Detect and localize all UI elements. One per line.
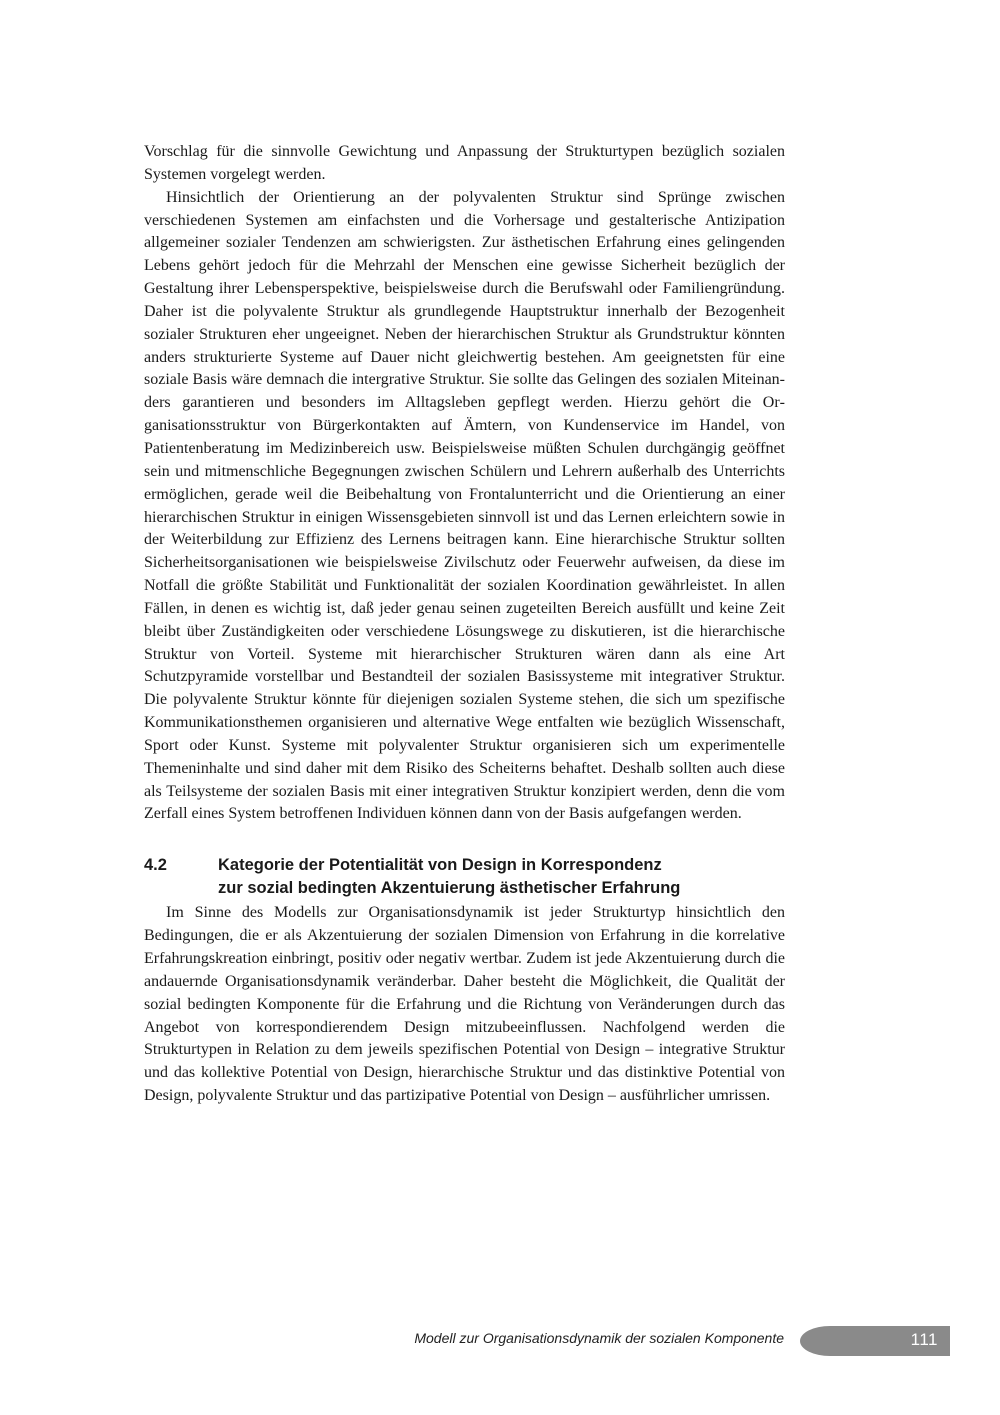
page-number: 111 bbox=[910, 1330, 938, 1349]
section-paragraph: Im Sinne des Modells zur Organisationsdynamik ist jeder Strukturtyp hinsichtlich den Bedingungen, die er als Akzentuierung der sozialen Dimension von Erfahrung in die korrelative Erfahrungskreation einbringt, positiv oder negativ wertbar. Zudem ist jede Akzentuierung durch die andauernde Organisationsdynamik veränderbar. Daher besteht die Möglichkeit, die Qualität der sozial bedingten Komponente für die Erfahrung und die Richtung von Veränderungen durch das Angebot von korrespondierendem Design mitzubeeinflussen. Nachfolgend werden die Strukturtypen in Relation zu dem jeweils spezifischen Potential von Design – integrative Struktur und das kollektive Potential von Design, hierarchische Struktur und das distinktive Potential von Design, polyvalente Struktur und das partizipative Potential von Design – ausführlicher umrissen. bbox=[144, 904, 785, 1105]
section-title bbox=[218, 854, 785, 900]
running-footer-title: Modell zur Organisationsdynamik der sozialen Komponente bbox=[414, 1330, 784, 1346]
page-number-tab bbox=[800, 1326, 950, 1356]
body-paragraph-2: Hinsichtlich der Orientierung an der polyvalenten Struktur sind Sprünge zwischen verschiedenen Systemen am einfachsten und die Vorhersage und gestalterische Antizipation allgemeiner sozialer Tendenzen am schwierigsten. Zur ästhetischen Erfahrung eines gelingenden Lebens gehört jedoch für die Mehrzahl der Menschen eine gewisse Sicherheit bezüglich der Gestaltung ihrer Lebensperspektive, beispielsweise durch die Berufswahl oder Familiengründung. Daher ist die polyvalente Struktur als grundlegende Hauptstruktur innerhalb der Bezogenheit sozialer Strukturen eher ungeeignet. Neben der hierarchischen Struktur als Grundstruktur könnten anders strukturierte Systeme auf Dauer nicht gleichwertig bestehen. Am geeignetsten für eine soziale Basis wäre demnach die intergrative Struktur. Sie sollte das Gelingen des sozialen Miteinanders garantieren und besonders im Alltagsleben gepflegt werden. Hierzu gehört die Organisationsstruktur von Bürgerkontakten auf Ämtern, von Kundenservice im Handel, von Patientenberatung im Medizinbereich usw. Beispielsweise müßten Schulen durchgängig geöffnet sein und mitmenschliche Begegnungen zwischen Schülern und Lehrern außerhalb des Unterrichts ermöglichen, gerade weil die Beibehaltung von Frontalunterricht und die Orientierung an einer hierarchischen Struktur in einigen Wissensgebieten sinnvoll ist und das Lernen erleichtern sowie in der Weiterbildung zur Effizienz des Lernens beitragen kann. Eine hierarchische Struktur sollten Sicherheitsorganisationen wie beispielsweise Zivilschutz oder Feuerwehr aufweisen, da diese im Notfall die größte Stabilität und Funktionalität der sozialen Koordination gewährleistet. In allen Fällen, in denen es wichtig ist, daß jeder genau seinen zugeteilten Bereich ausfüllt und keine Zeit bleibt über Zuständigkeiten oder verschiedene Lösungswege zu diskutieren, ist die hierarchische Struktur von Vorteil. Systeme mit hierarchischer Strukturen wären dann als eine Art Schutzpyramide vorstellbar und Bestandteil der sozialen Basissysteme mit integrativer Struktur. Die polyvalente Struktur könnte für diejenigen sozialen Systeme stehen, die sich um spezifische Kommunikationsthemen organisieren und alternative Wege entfalten wie bezüglich Wissenschaft, Sport oder Kunst. Systeme mit polyvalenter Struktur organisieren sich um experimentelle Themeninhalte und sind daher mit dem Risiko des Scheiterns behaftet. Deshalb sollten auch diese als Teilsysteme der sozialen Basis mit einer integrativen Struktur konzipiert werden, denn die vom Zerfall eines System betroffenen Individuen können dann von der Basis aufgefangen werden. bbox=[144, 188, 785, 823]
section-number: 4.2 bbox=[144, 856, 167, 875]
body-paragraph-1: Vorschlag für die sinnvolle Gewichtung und Anpassung der Strukturtypen bezüglich sozialen Systemen vorgelegt werden. bbox=[144, 143, 785, 183]
section-title-line-2: zur sozial bedingten Akzentuierung ästhetischer Erfahrung bbox=[218, 879, 681, 898]
page-body bbox=[144, 141, 785, 1108]
section-heading bbox=[144, 854, 785, 900]
section-title-line-1: Kategorie der Potentialität von Design in Korrespondenz bbox=[218, 856, 662, 875]
